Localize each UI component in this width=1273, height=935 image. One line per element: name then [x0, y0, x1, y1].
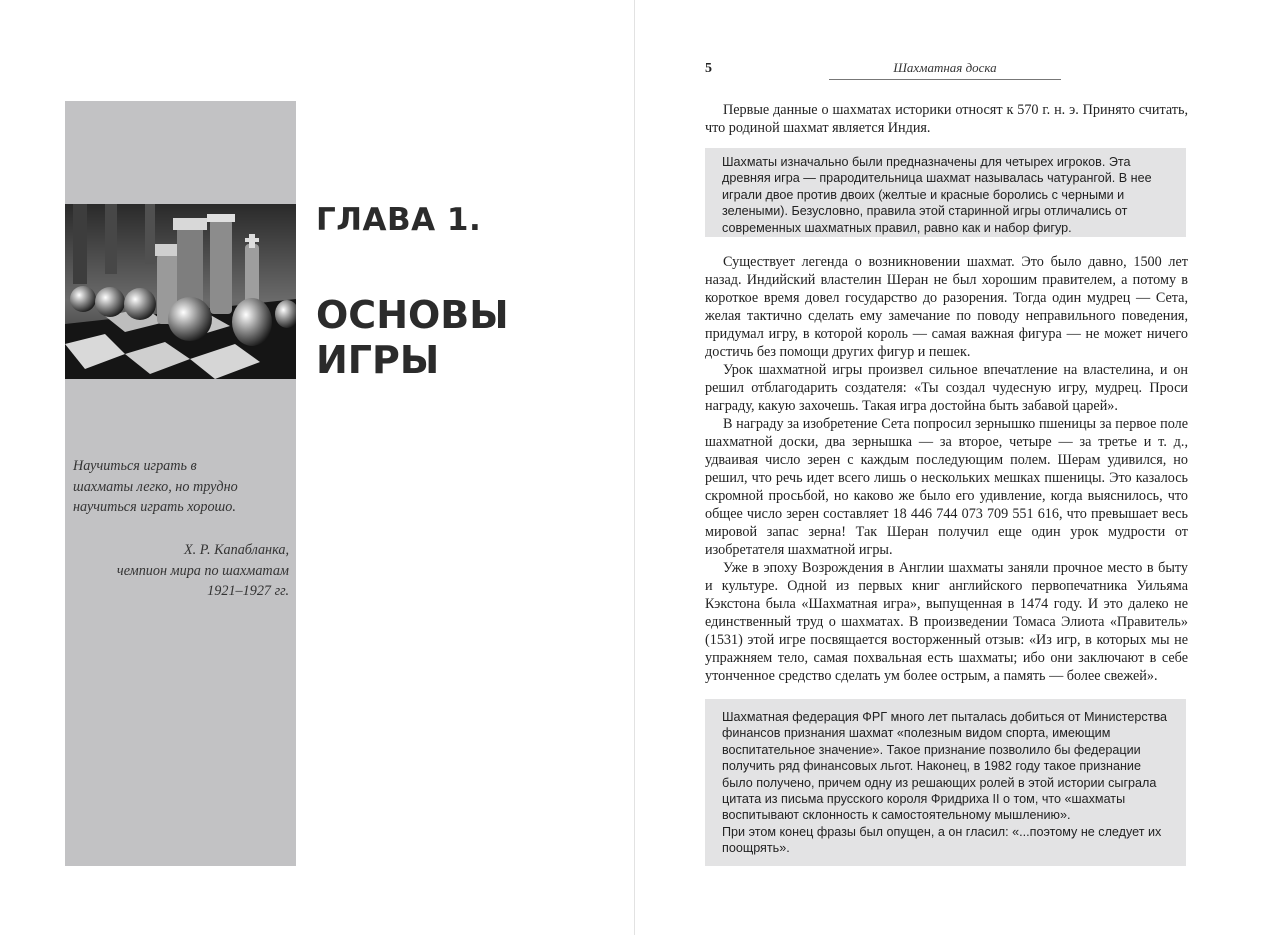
epigraph-attribution — [73, 540, 289, 602]
epigraph-role: чемпион мира по шахматам — [116, 562, 289, 579]
chapter-title-line: ИГРЫ — [316, 338, 440, 382]
epigraph — [73, 456, 293, 518]
body-text — [705, 253, 1188, 685]
chess-photo — [65, 204, 296, 379]
epigraph-line: научиться играть хорошо. — [73, 499, 236, 515]
epigraph-line: шахматы легко, но трудно — [73, 478, 238, 495]
fact-box — [705, 699, 1186, 866]
epigraph-author: Х. Р. Капабланка, — [184, 542, 289, 558]
sidebar-note-box — [705, 148, 1186, 237]
running-head: Шахматная доска — [829, 60, 1061, 80]
paragraph: Первые данные о шахматах историки относят к 570 г. н. э. Принято считать, что родиной шахмат является Индия. — [705, 102, 1188, 136]
chapter-label: ГЛАВА 1. — [316, 202, 482, 238]
epigraph-years: 1921–1927 гг. — [207, 583, 289, 599]
page-number: 5 — [705, 61, 712, 76]
paragraph: Существует легенда о возникновении шахмат. Это было давно, 1500 лет назад. Индийский властелин Шеран не был хорошим правителем, а потому в короткое время довел государство до разорения. Тогда один мудрец — Сета, желая тактично сделать ему замечание по поводу неправильного поведения, придумал игру, в которой король — самая важная фигура — не может ничего достичь без помощи других фигур и пешек. — [705, 254, 1188, 360]
note-text: При этом конец фразы был опущен, а он гласил: «...поэтому не следует их поощрять». — [722, 824, 1162, 856]
chess-pieces-image — [65, 204, 296, 379]
paragraph: Уже в эпоху Возрождения в Англии шахматы заняли прочное место в быту и культуре. Одной из первых книг английского первопечатника Уильяма Кэкстона была «Шахматная игра», выпущенная в 1474 году. И это далеко не единственный труд о шахматах. В произведении Томаса Элиота «Правитель» (1531) этой игре посвящается восторженный отзыв: «Из игр, в которых мы не упражняем тело, самая похвальная есть шахматы; ибо они заключают в себе утонченное средство сделать ум более острым, а память — более свежей». — [705, 560, 1188, 684]
paragraph: Урок шахматной игры произвел сильное впечатление на властелина, и он решил отблагодарить создателя: «Ты создал чудесную игру, мудрец. Проси награду, какую захочешь. Такая игра достойна быть забавой царей». — [705, 362, 1188, 414]
epigraph-line: Научиться играть в — [73, 458, 197, 474]
chapter-title — [316, 293, 616, 383]
chapter-title-line: ОСНОВЫ — [316, 293, 509, 337]
note-text: Шахматы изначально были предназначены для четырех игроков. Эта древняя игра — прародительница шахмат называлась чатурангой. В нее играли двое против двоих (желтые и красные боролись с черными и зелеными). Безусловно, правила этой старинной игры отличались от современных шахматных правил, равно как и набор фигур. — [722, 155, 1152, 235]
note-text: Шахматная федерация ФРГ много лет пыталась добиться от Министерства финансов признания шахмат «полезным видом спорта, имеющим воспитательное значение». Такое признание позволило бы федерации получить ряд финансовых льгот. Наконец, в 1982 году такое признание было получено, причем одну из решающих ролей в этой истории сыграла цитата из письма прусского короля Фридриха II о том, что «шахматы воспитывают склонность к самостоятельному мышлению». — [722, 710, 1168, 823]
paragraph: В награду за изобретение Сета попросил зернышко пшеницы за первое поле шахматной доски, два зернышка — за второе, четыре — за третье и т. д., удваивая число зерен с каждым последующим полем. Шерам удивился, но решил, что речь идет всего лишь о нескольких мешках пшеницы. Это казалось скромной просьбой, но каково же было его удивление, когда выяснилось, что общее число зерен составляет 18 446 744 073 709 551 616, что превышает весь мировой запас зерна! Так Шеран получил еще один урок мудрости от изобретателя шахматной игры. — [705, 416, 1188, 558]
intro-paragraph — [705, 101, 1188, 137]
